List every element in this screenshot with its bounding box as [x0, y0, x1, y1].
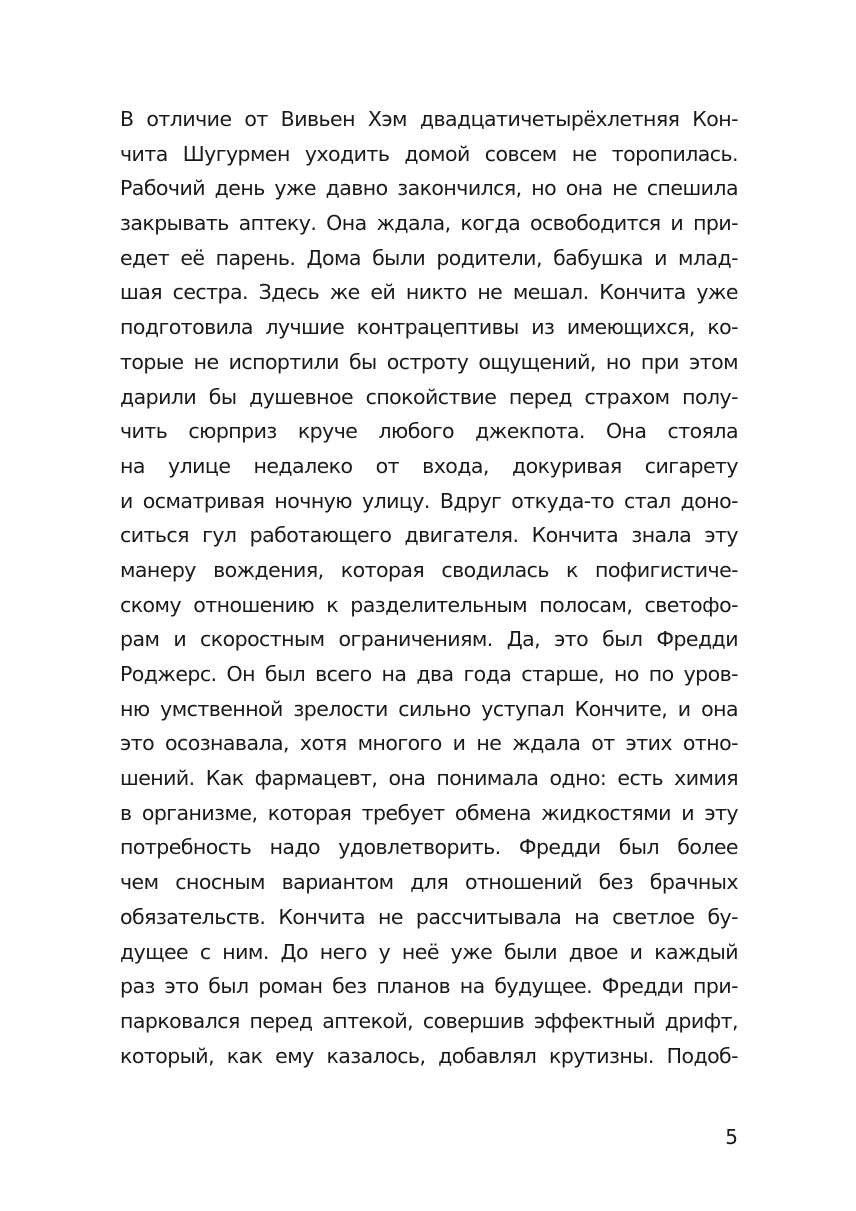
- text-line: дущее с ним. До него у неё уже были двое и каждый: [120, 939, 738, 964]
- text-line: шений. Как фармацевт, она понимала одно: есть химия: [120, 766, 738, 791]
- text-line: чить сюрприз круче любого джекпота. Она стояла: [120, 419, 738, 444]
- text-line: ню умственной зрелости сильно уступал Кончите, и она: [120, 696, 738, 721]
- text-line: шая сестра. Здесь же ей никто не мешал. Кончита уже: [120, 280, 738, 305]
- text-line: это осознавала, хотя многого и не ждала от этих отно-: [120, 731, 738, 756]
- text-line: парковался перед аптекой, совершив эффектный дрифт,: [120, 1008, 738, 1033]
- text-line: дарили бы душевное спокойствие перед страхом полу-: [120, 384, 738, 409]
- text-line: торые не испортили бы остроту ощущений, но при этом: [120, 349, 738, 374]
- text-line: в организме, которая требует обмена жидкостями и эту: [120, 800, 738, 825]
- text-line: едет её парень. Дома были родители, бабушка и млад-: [120, 245, 738, 270]
- text-line: ситься гул работающего двигателя. Кончита знала эту: [120, 523, 738, 548]
- text-line: скому отношению к разделительным полосам, светофо-: [120, 592, 738, 617]
- text-line: В отличие от Вивьен Хэм двадцатичетырёхлетняя Кон-: [120, 107, 738, 131]
- text-line: рам и скоростным ограничениям. Да, это был Фредди: [120, 627, 738, 652]
- text-line: и осматривая ночную улицу. Вдруг откуда-то стал доно-: [120, 488, 738, 513]
- text-line: чем сносным вариантом для отношений без брачных: [120, 870, 738, 895]
- text-line: обязательств. Кончита не рассчитывала на светлое бу-: [120, 904, 738, 929]
- text-line: потребность надо удовлетворить. Фредди был более: [120, 835, 738, 860]
- text-line: Рабочий день уже давно закончился, но она не спешила: [120, 176, 738, 201]
- text-line: манеру вождения, которая сводилась к пофигистиче-: [120, 557, 738, 582]
- text-line: подготовила лучшие контрацептивы из имеющихся, ко-: [120, 315, 738, 340]
- body-text: [120, 102, 738, 1073]
- page-number: 5: [725, 1125, 738, 1149]
- text-line: на улице недалеко от входа, докуривая сигарету: [120, 453, 738, 478]
- text-line: раз это был роман без планов на будущее. Фредди при-: [120, 974, 738, 999]
- text-line: закрывать аптеку. Она ждала, когда освободится и при-: [120, 211, 738, 236]
- text-line: который, как ему казалось, добавлял крутизны. Подоб-: [120, 1043, 738, 1068]
- text-line: Роджерс. Он был всего на два года старше, но по уров-: [120, 662, 738, 686]
- text-line: чита Шугурмен уходить домой совсем не торопилась.: [120, 141, 738, 166]
